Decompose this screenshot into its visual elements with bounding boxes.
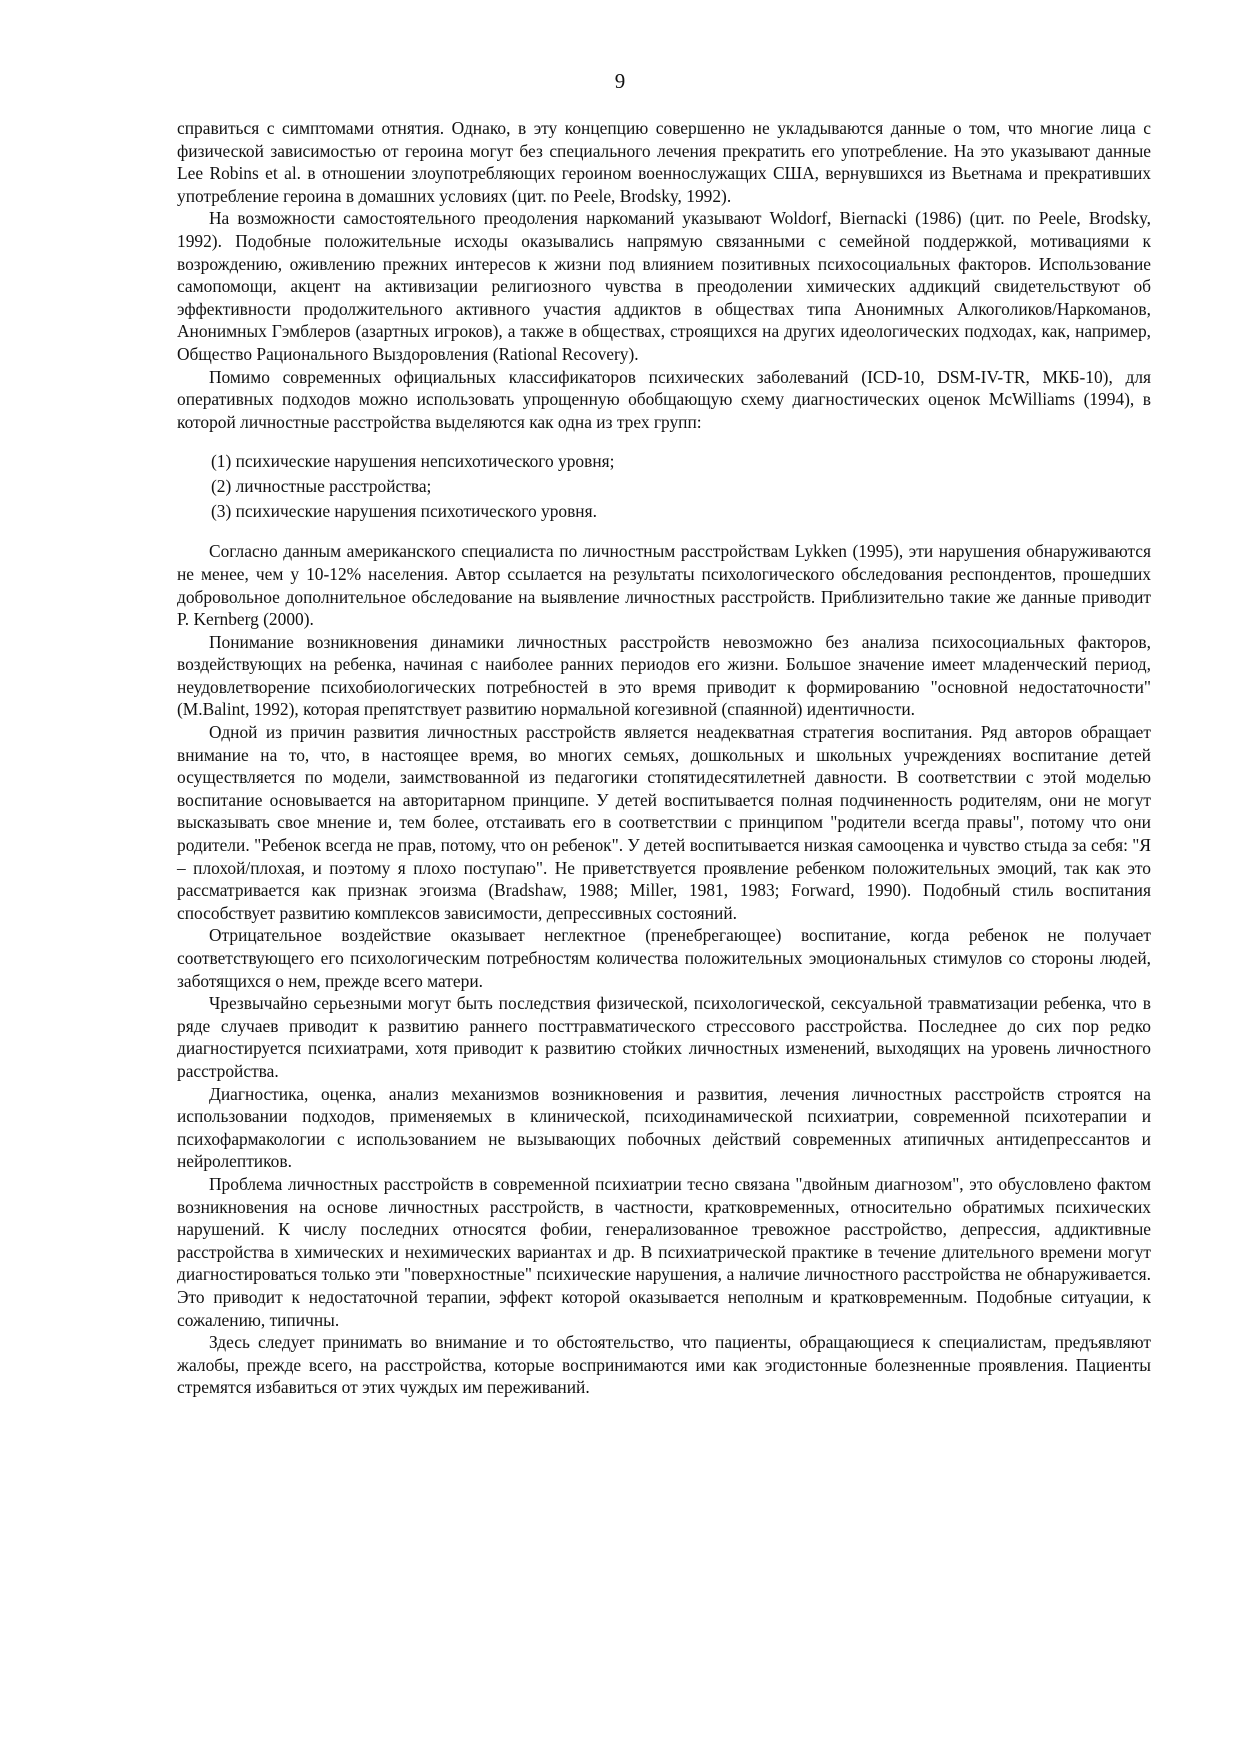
list-item: (2) личностные расстройства; <box>211 476 432 497</box>
paragraph-1: справиться с симптомами отнятия. Однако, в эту концепцию совершенно не укладываются данные о том, что многие лица с физической зависимостью от героина могут без специального лечения прекратить его употребление. На это указывают данные Lee Robins et al. в отношении злоупотребляющих героином военнослужащих США, вернувшихся из Вьетнама и прекративших употребление героина в домашних условиях (цит. по Peele, Brodsky, 1992). <box>177 118 1151 206</box>
list-item: (3) психические нарушения психотического уровня. <box>211 501 597 522</box>
paragraph-6: Одной из причин развития личностных расстройств является неадекватная стратегия воспитания. Ряд авторов обращает внимание на то, что, в настоящее время, во многих семьях, дошкольных и школьных учреждениях воспитание детей осуществляется по модели, заимствованной из педагогики стопятидесятилетней давности. В соответствии с этой моделью воспитание основывается на авторитарном принципе. У детей воспитывается полная подчиненность родителям, они не могут высказывать свое мнение и, тем более, отстаивать его в соответствии с принципом "родители всегда правы", потому что они родители. "Ребенок всегда не прав, потому, что он ребенок". У детей воспитывается низкая самооценка и чувство стыда за себя: "Я – плохой/плохая, и поэтому я плохо поступаю". Не приветствуется проявление ребенком положительных эмоций, так как это рассматривается как признак эгоизма (Bradshaw, 1988; Miller, 1981, 1983; Forward, 1990). Подобный стиль воспитания способствует развитию комплексов зависимости, депрессивных состояний. <box>177 722 1151 923</box>
paragraph-5: Понимание возникновения динамики личностных расстройств невозможно без анализа психосоциальных факторов, воздействующих на ребенка, начиная с наиболее ранних периодов его жизни. Большое значение имеет младенческий период, неудовлетворение психобиологических потребностей в это время приводит к формированию "основной недостаточности" (M.Balint, 1992), которая препятствует развитию нормальной когезивной (спаянной) идентичности. <box>177 631 1151 720</box>
page-number: 9 <box>614 69 626 93</box>
paragraph-3: Помимо современных официальных классификаторов психических заболеваний (ICD-10, DSM-IV-TR, МКБ-10), для оперативных подходов можно использовать упрощенную обобщающую схему диагностических оценок McWilliams (1994), в которой личностные расстройства выделяются как одна из трех групп: <box>177 366 1151 432</box>
paragraph-10: Проблема личностных расстройств в современной психиатрии тесно связана "двойным диагнозом", это обусловлено фактом возникновения на основе личностных расстройств, в частности, кратковременных, относительно обратимых психических нарушений. К числу последних относятся фобии, генерализованное тревожное расстройство, депрессия, аддиктивные расстройства в химических и нехимических вариантах и др. В психиатрической практике в течение длительного времени могут диагностироваться только эти "поверхностные" психические нарушения, а наличие личностного расстройства не обнаруживается. Это приводит к недостаточной терапии, эффект которой оказывается неполным и кратковременным. Подобные ситуации, к сожалению, типичны. <box>177 1173 1151 1330</box>
paragraph-2: На возможности самостоятельного преодоления наркоманий указывают Woldorf, Biernacki (1986) (цит. по Peele, Brodsky, 1992). Подобные положительные исходы оказывались напрямую связанными с семейной поддержкой, мотивациями к возрождению, оживлению прежних интересов к жизни под влиянием позитивных психосоциальных факторов. Использование самопомощи, акцент на активизации религиозного чувства в преодолении химических аддикций свидетельствуют об эффективности продолжительного активного участия аддиктов в обществах типа Анонимных Алкоголиков/Наркоманов, Анонимных Гэмблеров (азартных игроков), а также в обществах, строящихся на других идеологических подходах, как, например, Общество Рационального Выздоровления (Rational Recovery). <box>177 208 1151 364</box>
paragraph-8: Чрезвычайно серьезными могут быть последствия физической, психологической, сексуальной травматизации ребенка, что в ряде случаев приводит к развитию раннего посттравматического стрессового расстройства. Последнее до сих пор редко диагностируется психиатрами, хотя приводит к развитию стойких личностных изменений, выходящих на уровень личностного расстройства. <box>177 993 1151 1081</box>
list-item: (1) психические нарушения непсихотического уровня; <box>211 451 615 472</box>
paragraph-11: Здесь следует принимать во внимание и то обстоятельство, что пациенты, обращающиеся к специалистам, предъявляют жалобы, прежде всего, на расстройства, которые воспринимаются ими как эгодистонные болезненные проявления. Пациенты стремятся избавиться от этих чуждых им переживаний. <box>177 1332 1151 1398</box>
paragraph-9: Диагностика, оценка, анализ механизмов возникновения и развития, лечения личностных расстройств строятся на использовании подходов, применяемых в клинической, психодинамической психиатрии, современной психотерапии и психофармакологии с использованием не вызывающих побочных действий современных атипичных антидепрессантов и нейролептиков. <box>177 1083 1151 1172</box>
paragraph-7: Отрицательное воздействие оказывает неглектное (пренебрегающее) воспитание, когда ребенок не получает соответствующего его психологическим потребностям количества положительных эмоциональных стимулов со стороны людей, заботящихся о нем, прежде всего матери. <box>177 925 1151 991</box>
document-body <box>177 117 1151 1399</box>
diagnostic-groups-list <box>177 449 1151 524</box>
paragraph-4: Согласно данным американского специалиста по личностным расстройствам Lykken (1995), эти нарушения обнаруживаются не менее, чем у 10-12% населения. Автор ссылается на результаты психологического обследования респондентов, прошедших добровольное дополнительное обследование на выявление личностных расстройств. Приблизительно такие же данные приводит P. Kernberg (2000). <box>177 541 1151 630</box>
